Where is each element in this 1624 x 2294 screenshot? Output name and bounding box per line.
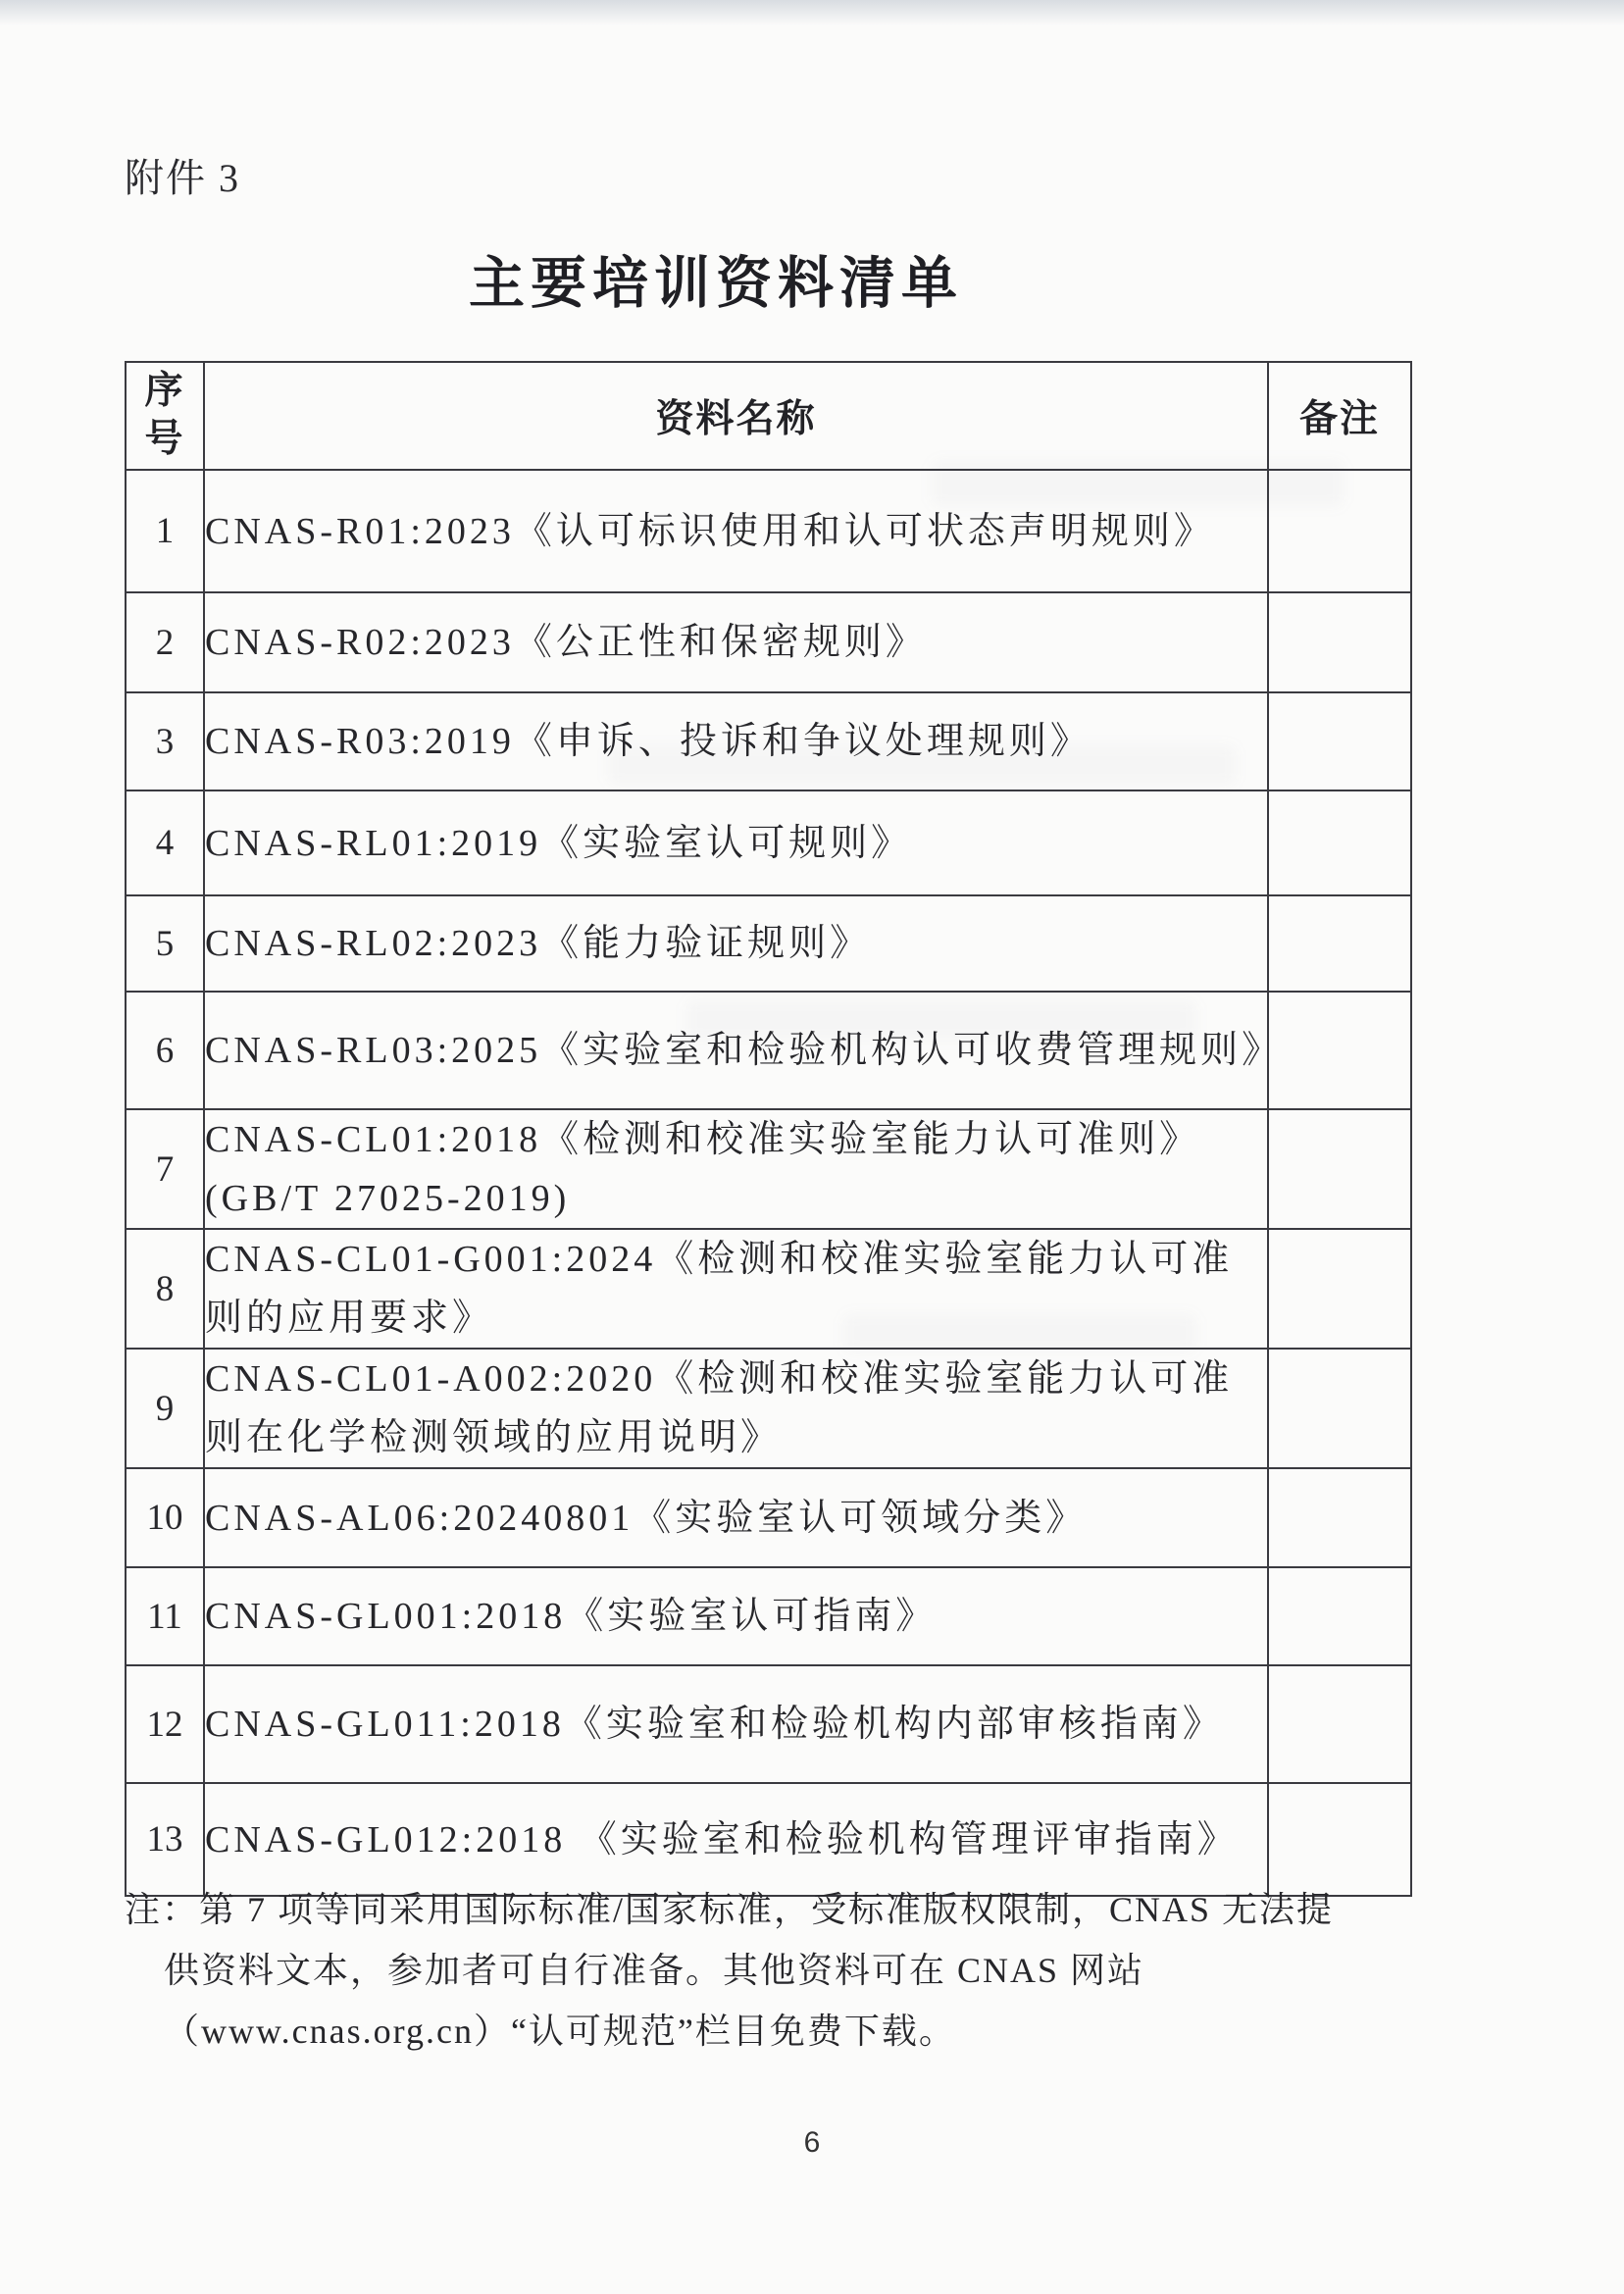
- footnote-line: 供资料文本，参加者可自行准备。其他资料可在 CNAS 网站: [164, 1951, 1145, 1990]
- row-number: 9: [126, 1349, 204, 1468]
- remark-cell: [1268, 1229, 1411, 1349]
- remark-cell: [1268, 1109, 1411, 1229]
- remark-cell: [1268, 1349, 1411, 1468]
- material-name: CNAS-CL01-G001:2024《检测和校准实验室能力认可准则的应用要求》: [204, 1229, 1268, 1349]
- remark-cell: [1268, 1665, 1411, 1783]
- table-row: [126, 470, 1411, 592]
- remark-cell: [1268, 992, 1411, 1109]
- table-row: [126, 692, 1411, 790]
- row-number: 6: [126, 992, 204, 1109]
- material-name: CNAS-GL001:2018《实验室认可指南》: [204, 1567, 1268, 1665]
- table-row: [126, 895, 1411, 992]
- remark-cell: [1268, 1567, 1411, 1665]
- row-number: 12: [126, 1665, 204, 1783]
- table-row: [126, 1109, 1411, 1229]
- row-number: 3: [126, 692, 204, 790]
- row-number: 2: [126, 592, 204, 692]
- row-number: 11: [126, 1567, 204, 1665]
- row-number: 4: [126, 790, 204, 895]
- row-number: 1: [126, 470, 204, 592]
- material-name: CNAS-CL01-A002:2020《检测和校准实验室能力认可准则在化学检测领域的应用说明》: [204, 1349, 1268, 1468]
- table-header-row: [126, 362, 1411, 470]
- material-name: CNAS-R01:2023《认可标识使用和认可状态声明规则》: [204, 470, 1268, 592]
- remark-cell: [1268, 470, 1411, 592]
- row-number: 10: [126, 1468, 204, 1567]
- column-header-name: 资料名称: [204, 362, 1268, 470]
- table-row: [126, 592, 1411, 692]
- row-number: 8: [126, 1229, 204, 1349]
- footnote-line: 注：第 7 项等同采用国际标准/国家标准，受标准版权限制，CNAS 无法提: [125, 1890, 1335, 1929]
- footnote: [125, 1879, 1429, 2062]
- table-row: [126, 1349, 1411, 1468]
- table-row: [126, 1567, 1411, 1665]
- footnote-line: （www.cnas.org.cn）“认可规范”栏目免费下载。: [164, 2012, 956, 2051]
- attachment-label: 附件 3: [125, 156, 240, 200]
- column-header-remark: 备注: [1268, 362, 1411, 470]
- row-number: 13: [126, 1783, 204, 1896]
- material-name: CNAS-RL01:2019《实验室认可规则》: [204, 790, 1268, 895]
- remark-cell: [1268, 895, 1411, 992]
- table-row: [126, 790, 1411, 895]
- material-name: CNAS-RL02:2023《能力验证规则》: [204, 895, 1268, 992]
- table-row: [126, 1665, 1411, 1783]
- training-materials-table: [125, 361, 1412, 1897]
- material-name: CNAS-GL011:2018《实验室和检验机构内部审核指南》: [204, 1665, 1268, 1783]
- remark-cell: [1268, 790, 1411, 895]
- page-number: 6: [803, 2126, 821, 2159]
- table-row: [126, 1229, 1411, 1349]
- column-header-no: [126, 362, 204, 470]
- remark-cell: [1268, 692, 1411, 790]
- remark-cell: [1268, 1468, 1411, 1567]
- material-name: CNAS-R03:2019《申诉、投诉和争议处理规则》: [204, 692, 1268, 790]
- material-name: CNAS-CL01:2018《检测和校准实验室能力认可准则》(GB/T 27025-2019): [204, 1109, 1268, 1229]
- page-title: 主要培训资料清单: [469, 253, 963, 315]
- table-row: [126, 992, 1411, 1109]
- remark-cell: [1268, 592, 1411, 692]
- row-number: 5: [126, 895, 204, 992]
- material-name: CNAS-AL06:20240801《实验室认可领域分类》: [204, 1468, 1268, 1567]
- row-number: 7: [126, 1109, 204, 1229]
- column-header-no-label: 序号: [144, 370, 185, 460]
- material-name: CNAS-GL012:2018 《实验室和检验机构管理评审指南》: [204, 1783, 1268, 1896]
- table-row: [126, 1468, 1411, 1567]
- material-name: CNAS-R02:2023《公正性和保密规则》: [204, 592, 1268, 692]
- scan-edge-artifact: [0, 0, 1624, 25]
- material-name: CNAS-RL03:2025《实验室和检验机构认可收费管理规则》: [204, 992, 1268, 1109]
